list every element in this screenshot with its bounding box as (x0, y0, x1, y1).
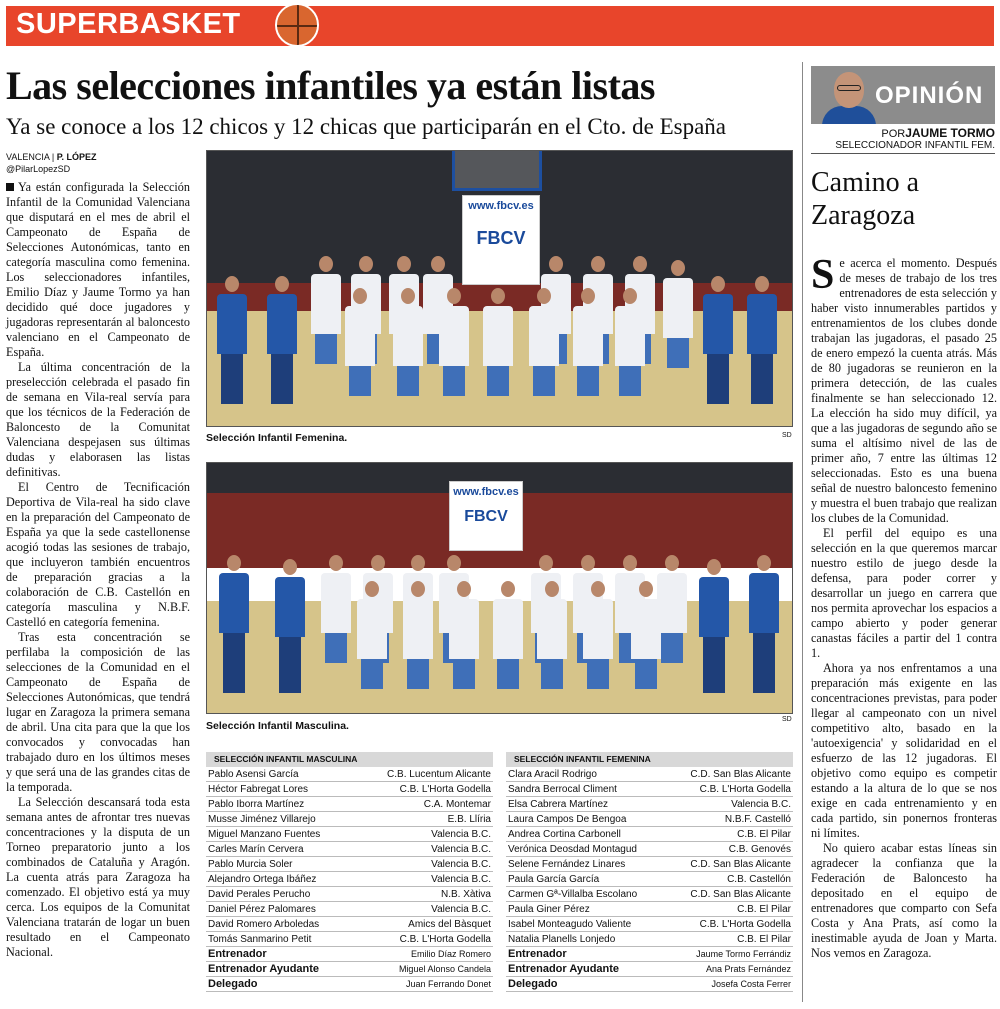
player-name: Miguel Manzano Fuentes (208, 829, 321, 840)
table-row (506, 932, 793, 947)
article-paragraph: El Centro de Tecnificación Deportiva de Vila-real ha sido clave en la preparación del Campeonato de España ya que la sede castellonense acogió todas las sesiones de trabajo, que incluyeron también encuentros de preparación gracias a la colaboración de C.B. Castellón en categoría masculina y N.B.F. Castelló en categoría femenina. (6, 480, 190, 629)
player-club: C.D. San Blas Alicante (690, 889, 791, 900)
table-row (506, 872, 793, 887)
article-paragraph: Tras esta concentración se perfilaba la composición de las selecciones de la Comunidad en el Campeonato de España de Selecciones Autonómicas, que tendrá lugar en Zaragoza la primera semana de abril. Una cita para que la que los convocados y convocadas han trabajado duro en los últimos meses y que será una de las grandes citas de la temporada. (6, 630, 190, 794)
table-row (506, 797, 793, 812)
table-row (206, 797, 493, 812)
player-name: Verónica Deosdad Montagud (508, 844, 637, 855)
player-club: Valencia B.C. (431, 904, 491, 915)
player-name: David Romero Arboledas (208, 919, 320, 930)
basketball-icon (275, 3, 319, 47)
player-name: Pablo Murcia Soler (208, 859, 293, 870)
column-divider (802, 62, 803, 1002)
player-club: N.B. Xàtiva (440, 889, 491, 900)
player-name: Carles Marín Cervera (208, 844, 304, 855)
table-row (206, 902, 493, 917)
opinion-paragraph: Se acerca el momento. Después de meses de trabajo de los tres entrenadores de esta selección y haber visto innumerables partidos y entrenamientos de los clubes donde trabajan las jugadoras, el pasado 25 de enero empezó la cuenta atrás. Más de 80 jugadoras se reunieron en la primera detección, de las cuales finalmente se han seleccionado 12. La elección ha sido muy difícil, ya que a las jugadoras de segundo año se suma el altísimo nivel de las de primer año, 7 entre las últimas 12 seleccionadas. Esto es una buena señal de nuestro baloncesto femenino y muestra el buen trabajo que realizan los clubes de la Comunidad. (811, 252, 997, 525)
player-club: C.D. San Blas Alicante (690, 859, 791, 870)
table-row (206, 827, 493, 842)
drop-cap: S (811, 252, 835, 298)
player-club: C.B. El Pilar (737, 904, 791, 915)
player-name: Paula Giner Pérez (508, 904, 590, 915)
byline-handle: @PilarLopezSD (6, 164, 71, 174)
staff-row (506, 962, 793, 977)
staff-name: Josefa Costa Ferrer (711, 979, 791, 989)
bullet-square-icon (6, 183, 14, 191)
table-row (506, 902, 793, 917)
player-club: C.B. L'Horta Godella (699, 919, 791, 930)
staff-role: Delegado (508, 978, 558, 990)
table-row (206, 917, 493, 932)
opinion-paragraph: No quiero acabar estas líneas sin agradecer la confianza que la Federación de Baloncesto ha depositado en el equipo de entrenadores que comparto con Sefa Costa y Ana Prats, así como la inestimable ayuda de Joan y Marta. Nos vemos en Zaragoza. (811, 841, 997, 960)
article-paragraph: Ya están configurada la Selección Infantil de la Comunidad Valenciana que disputará en el mes de abril el Campeonato de España de Selecciones Autonómicas, tanto en categoría masculina como femenina. Los seleccionadores infantiles, Emilio Díaz y Jaume Tormo ya han decidido qué doce jugadores y jugadoras representarán al baloncesto valenciano en el Campeonato de España. (6, 180, 190, 359)
roster-female (506, 752, 793, 992)
opinion-author: PORJAUME TORMO (881, 126, 995, 140)
article-paragraph: La última concentración de la preselección celebrada el pasado fin de semana en Vila-real servía para que los técnicos de la Federación de Baloncesto de la Comunitat Valenciana despejasen sus últimas dudas y elaborasen las listas definitivas. (6, 360, 190, 479)
table-row (206, 767, 493, 782)
staff-row (506, 977, 793, 992)
staff-role: Entrenador (208, 948, 267, 960)
player-club: Valencia B.C. (431, 844, 491, 855)
player-name: Andrea Cortina Carbonell (508, 829, 621, 840)
players-group (207, 184, 792, 404)
player-club: C.D. San Blas Alicante (690, 769, 791, 780)
player-name: Musse Jiménez Villarejo (208, 814, 316, 825)
table-row (206, 782, 493, 797)
player-club: C.B. L'Horta Godella (399, 784, 491, 795)
staff-row (206, 947, 493, 962)
player-name: Pablo Iborra Martínez (208, 799, 305, 810)
staff-role: Delegado (208, 978, 258, 990)
opinion-paragraph: Ahora ya nos enfrentamos a una preparación más exigente en las concentraciones previstas, para poder llegar al campeonato con un nivel competitivo alto, basado en la 'autoexigencia' y solidaridad en el esfuerzo de las 12 jugadoras. El objetivo como equipo es competir estando a la altura de lo que se nos exige en cada entrenamiento y en cada partido, sin ponernos fronteras ni límites. (811, 661, 997, 840)
photo-credit: SD (782, 716, 792, 723)
photo-caption-male: Selección Infantil Masculina. (206, 720, 349, 732)
opinion-label: OPINIÓN (875, 82, 984, 109)
player-name: Laura Campos De Bengoa (508, 814, 627, 825)
sponsor-banner: www.fbcv.es FBCV (462, 195, 540, 285)
table-row (506, 917, 793, 932)
player-club: C.B. L'Horta Godella (399, 934, 491, 945)
table-row (206, 887, 493, 902)
player-club: N.B.F. Castelló (724, 814, 791, 825)
opinion-body (811, 252, 997, 961)
table-row (506, 812, 793, 827)
sponsor-banner: www.fbcv.es FBCV (449, 481, 523, 551)
table-row (206, 872, 493, 887)
opinion-author-role: SELECCIONADOR INFANTIL FEM. (811, 140, 995, 154)
player-club: C.B. Genovés (728, 844, 791, 855)
table-row (206, 857, 493, 872)
byline: VALENCIA | P. LÓPEZ @PilarLopezSD (6, 152, 97, 174)
player-name: Sandra Berrocal Climent (508, 784, 617, 795)
staff-name: Miguel Alonso Candela (398, 964, 491, 974)
player-club: Valencia B.C. (731, 799, 791, 810)
player-name: David Perales Perucho (208, 889, 311, 900)
table-row (206, 842, 493, 857)
staff-role: Entrenador Ayudante (208, 963, 320, 975)
staff-row (206, 977, 493, 992)
player-name: Elsa Cabrera Martínez (508, 799, 609, 810)
team-photo-male (206, 462, 793, 714)
table-row (506, 857, 793, 872)
player-club: Valencia B.C. (431, 874, 491, 885)
player-club: C.B. Castellón (727, 874, 791, 885)
player-club: Valencia B.C. (431, 829, 491, 840)
player-club: C.B. El Pilar (737, 829, 791, 840)
table-row (506, 782, 793, 797)
player-club: E.B. Llíria (447, 814, 491, 825)
article-paragraph: La Selección descansará toda esta semana antes de afrontar tres nuevas concentraciones y la disputa de un Torneo preparatorio junto a los combinados de Cataluña y Aragón. La cuenta atrás para Zaragoza ha comenzado. El objetivo está ya muy cerca. Los equipos de la Comunitat Valenciana tratarán de logar un buen resultado en el Campeonato Nacional. (6, 795, 190, 959)
player-name: Paula García García (508, 874, 600, 885)
player-club: C.B. Lucentum Alicante (387, 769, 491, 780)
staff-name: Juan Ferrando Donet (405, 979, 491, 989)
player-club: C.A. Montemar (423, 799, 491, 810)
headline: Las selecciones infantiles ya están listas (6, 63, 655, 108)
table-row (206, 932, 493, 947)
photo-credit: SD (782, 432, 792, 439)
players-group (207, 473, 792, 693)
player-name: Héctor Fabregat Lores (208, 784, 309, 795)
player-club: C.B. El Pilar (737, 934, 791, 945)
team-photo-female (206, 150, 793, 427)
staff-role: Entrenador (508, 948, 567, 960)
table-row (506, 827, 793, 842)
staff-name: Jaume Tormo Ferrándiz (696, 949, 791, 959)
opinion-title: Camino a Zaragoza (811, 167, 920, 231)
byline-author: P. LÓPEZ (56, 152, 97, 162)
author-avatar (820, 68, 878, 124)
player-name: Tomás Sanmarino Petit (208, 934, 312, 945)
player-name: Daniel Pérez Palomares (208, 904, 316, 915)
staff-name: Emilio Díaz Romero (410, 949, 491, 959)
photo-caption-female: Selección Infantil Femenina. (206, 432, 348, 444)
roster-title: SELECCIÓN INFANTIL FEMENINA (506, 752, 793, 767)
table-row (206, 812, 493, 827)
player-name: Clara Aracil Rodrigo (508, 769, 597, 780)
table-row (506, 842, 793, 857)
roster-title: SELECCIÓN INFANTIL MASCULINA (206, 752, 493, 767)
article-body (6, 180, 190, 960)
staff-row (506, 947, 793, 962)
staff-name: Ana Prats Fernández (705, 964, 791, 974)
player-name: Selene Fernández Linares (508, 859, 626, 870)
section-banner (6, 6, 994, 46)
opinion-paragraph: El perfil del equipo es una selección en la que queremos marcar nuestro estilo de juego desde la defensa, para poder correr y desarrollar un juego en carrera que nos permita aprovechar los espacios a campo abierto y poder generar canastas fáciles a partir del 1 contra 1. (811, 526, 997, 660)
player-club: Valencia B.C. (431, 859, 491, 870)
roster-male (206, 752, 493, 992)
player-name: Pablo Asensi García (208, 769, 299, 780)
byline-place: VALENCIA (6, 152, 50, 162)
staff-role: Entrenador Ayudante (508, 963, 620, 975)
subheadline: Ya se conoce a los 12 chicos y 12 chicas que participarán en el Cto. de España (6, 114, 727, 139)
table-row (506, 767, 793, 782)
player-name: Alejandro Ortega Ibáñez (208, 874, 317, 885)
player-name: Natalia Planells Lonjedo (508, 934, 616, 945)
table-row (506, 887, 793, 902)
player-name: Carmen Gª-Villalba Escolano (508, 889, 638, 900)
player-name: Isabel Monteagudo Valiente (508, 919, 632, 930)
player-club: C.B. L'Horta Godella (699, 784, 791, 795)
staff-row (206, 962, 493, 977)
player-club: Amics del Bàsquet (408, 919, 491, 930)
section-title: SUPERBASKET (16, 8, 241, 40)
